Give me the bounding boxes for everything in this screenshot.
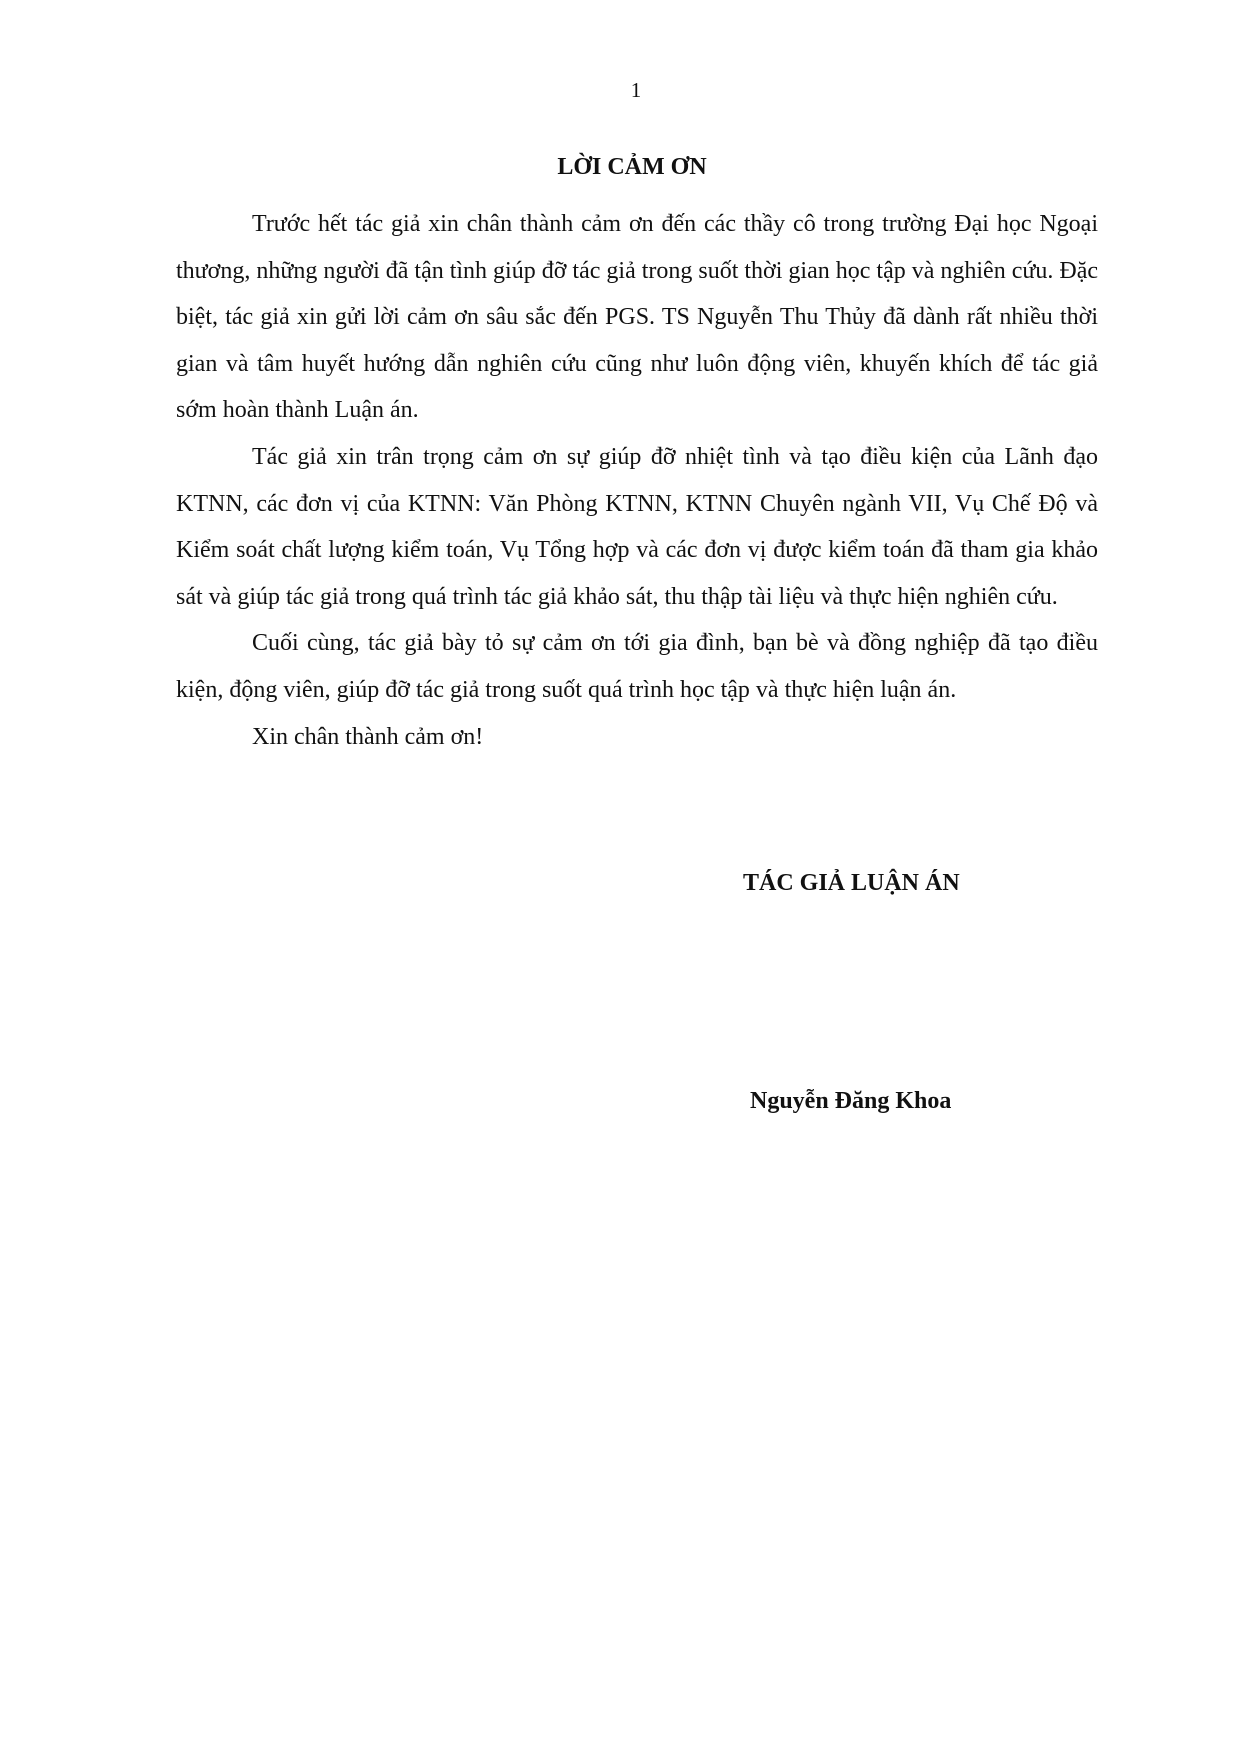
document-body	[176, 201, 1098, 760]
closing-line: Xin chân thành cảm ơn!	[252, 723, 484, 750]
signature-title: TÁC GIẢ LUẬN ÁN	[743, 870, 960, 896]
paragraph-2: Tác giả xin trân trọng cảm ơn sự giúp đỡ nhiệt tình và tạo điều kiện của Lãnh đạo KTNN, các đơn vị của KTNN: Văn Phòng KTNN, KTNN Chuyên ngành VII, Vụ Chế Độ và Kiểm soát chất lượng kiểm toán, Vụ Tổng hợp và các đơn vị được kiểm toán đã tham gia khảo sát và giúp tác giả trong quá trình tác giả khảo sát, thu thập tài liệu và thực hiện nghiên cứu.	[176, 443, 1098, 610]
page-number: 1	[630, 78, 642, 102]
page-title: LỜI CẢM ƠN	[557, 154, 707, 180]
signature-name: Nguyễn Đăng Khoa	[750, 1088, 952, 1114]
paragraph-1: Trước hết tác giả xin chân thành cảm ơn đến các thầy cô trong trường Đại học Ngoại thương, những người đã tận tình giúp đỡ tác giả trong suốt thời gian học tập và nghiên cứu. Đặc biệt, tác giả xin gửi lời cảm ơn sâu sắc đến PGS. TS Nguyễn Thu Thủy đã dành rất nhiều thời gian và tâm huyết hướng dẫn nghiên cứu cũng như luôn động viên, khuyến khích để tác giả sớm hoàn thành Luận án.	[176, 211, 1098, 424]
paragraph-3: Cuối cùng, tác giả bày tỏ sự cảm ơn tới gia đình, bạn bè và đồng nghiệp đã tạo điều kiện, động viên, giúp đỡ tác giả trong suốt quá trình học tập và thực hiện luận án.	[176, 630, 1098, 703]
